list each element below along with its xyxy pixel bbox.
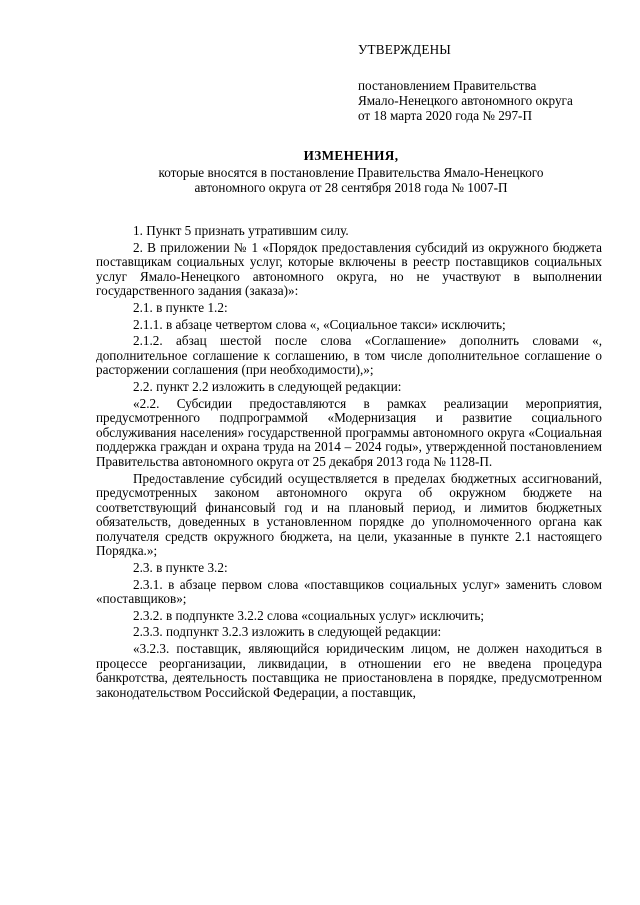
paragraph: 1. Пункт 5 признать утратившим силу.	[133, 223, 349, 238]
paragraph: 2.3.3. подпункт 3.2.3 изложить в следующей редакции:	[133, 624, 442, 640]
title-main: ИЗМЕНЕНИЯ,	[303, 148, 399, 163]
paragraph: «3.2.3. поставщик, являющийся юридическим лицом, не должен находиться в процессе реорганизации, ликвидации, в отношении его не введена процедура банкротства, деятельность поставщика не приостановлена в порядке, предусмотренном законодательством Российской Федерации, а поставщик,	[96, 641, 602, 700]
paragraph: 2.3.1. в абзаце первом слова «поставщиков социальных услуг» заменить словом «поставщиков»;	[96, 576, 602, 607]
paragraph: 2. В приложении № 1 «Порядок предоставления субсидий из окружного бюджета поставщикам социальных услуг, которые включены в реестр поставщиков социальных услуг Ямало-Ненецкого автономного округа, но не участвуют в выполнении государственного задания (заказа)»:	[96, 239, 602, 299]
paragraph: Предоставление субсидий осуществляется в пределах бюджетных ассигнований, предусмотренных законом автономного округа об окружном бюджете на соответствующий финансовый год и на плановый период, и лимитов бюджетных обязательств, доведенных в установленном порядке до уполномоченного органа как получателя средств окружного бюджета, на цели, указанные в пункте 2.1 настоящего Порядка.»;	[96, 470, 602, 559]
paragraph: 2.1.2. абзац шестой после слова «Соглашение» дополнить словами «, дополнительное соглашение к соглашению, в том числе дополнительное соглашение о расторжении соглашения (при необходимости),»;	[96, 333, 602, 378]
approval-stamp	[358, 42, 628, 123]
approval-line: Ямало-Ненецкого автономного округа	[358, 93, 573, 108]
paragraph: 2.2. пункт 2.2 изложить в следующей редакции:	[133, 378, 402, 394]
paragraph: 2.1.1. в абзаце четвертом слова «, «Социальное такси» исключить;	[133, 316, 506, 332]
document-body	[96, 224, 602, 702]
title-subtitle-line: автономного округа от 28 сентября 2018 года № 1007-П	[194, 180, 508, 195]
approval-heading: УТВЕРЖДЕНЫ	[358, 42, 452, 57]
paragraph: «2.2. Субсидии предоставляются в рамках реализации мероприятия, предусмотренного подпрограммой «Модернизация и развитие социального обслуживания населения» государственной программы автономного округа «Социальная поддержка граждан и охрана труда на 2014 – 2024 годы», утвержденной постановлением Правительства автономного округа от 25 декабря 2013 года № 1128-П.	[96, 395, 602, 469]
approval-line: постановлением Правительства	[358, 78, 537, 93]
title-subtitle-line: которые вносятся в постановление Правительства Ямало-Ненецкого	[158, 165, 544, 180]
document-title	[96, 148, 606, 195]
paragraph: 2.3.2. в подпункте 3.2.2 слова «социальных услуг» исключить;	[133, 607, 485, 623]
approval-line: от 18 марта 2020 года № 297-П	[358, 108, 532, 123]
paragraph: 2.3. в пункте 3.2:	[133, 560, 228, 576]
paragraph: 2.1. в пункте 1.2:	[133, 299, 228, 315]
